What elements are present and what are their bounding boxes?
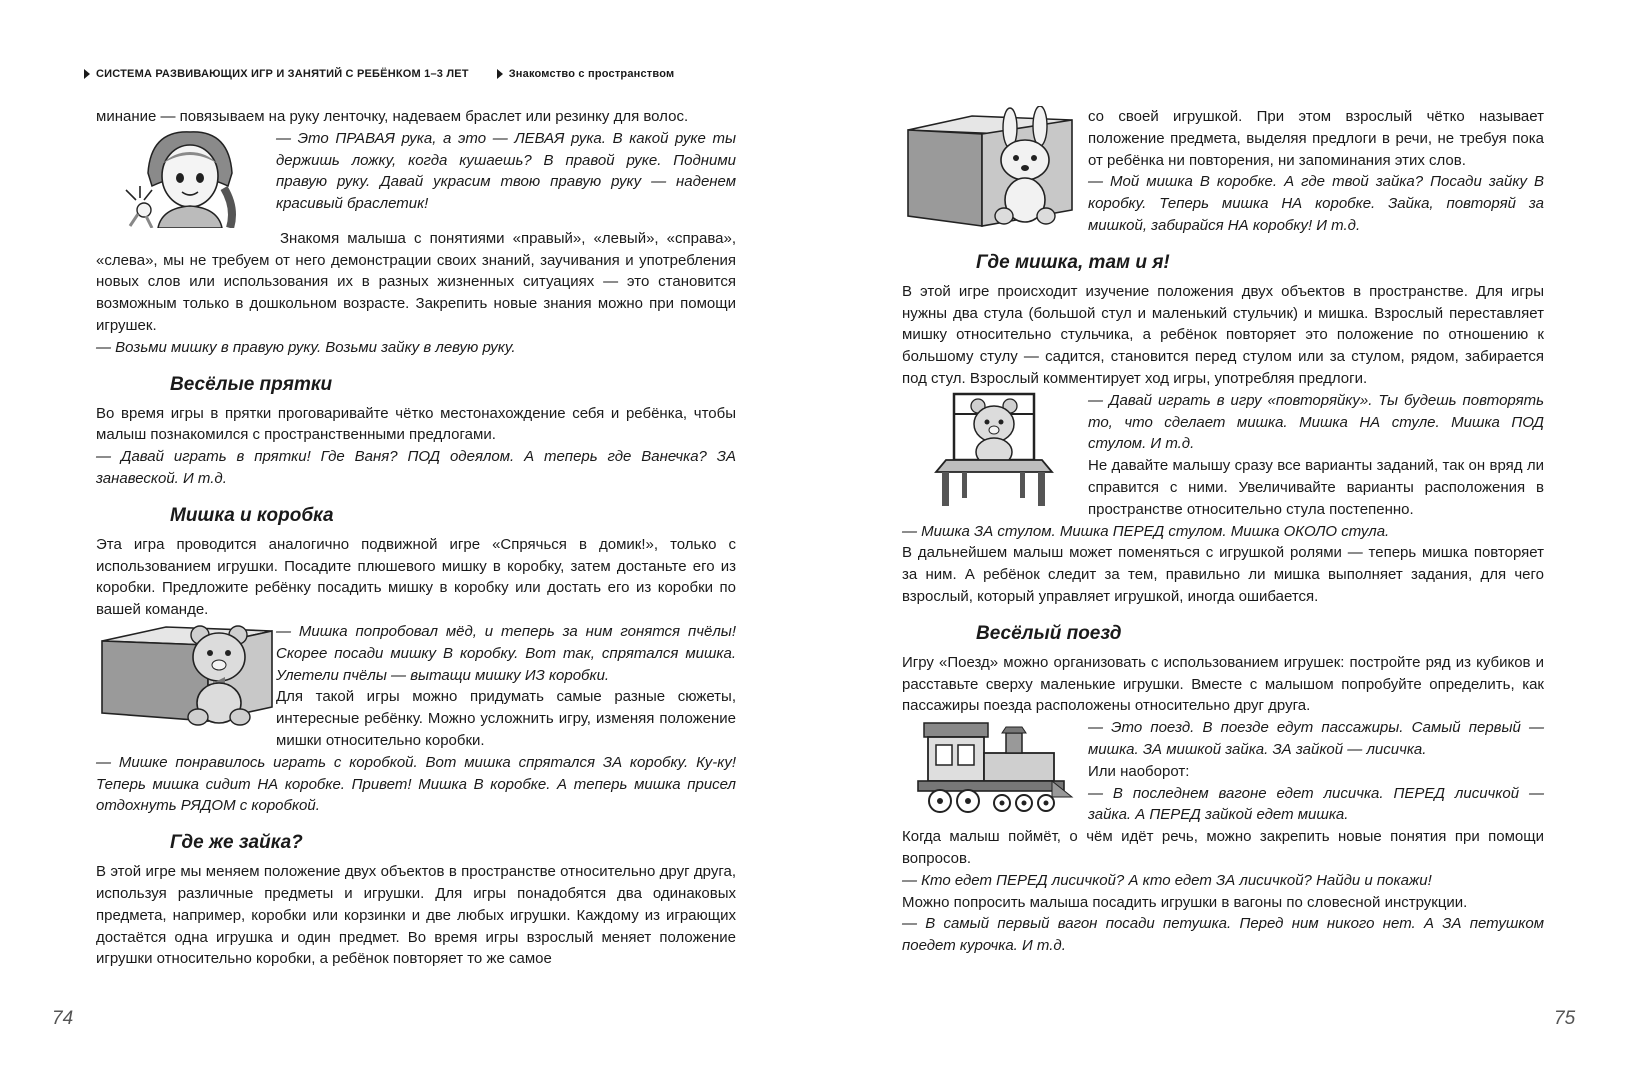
girl-figure-block (96, 128, 736, 228)
rabbit-box-text (1088, 106, 1544, 237)
section-heading: Где мишка, там и я! (976, 251, 1170, 273)
triangle-marker-icon (84, 69, 90, 79)
dialog: — Кто едет ПЕРЕД лисичкой? А кто едет ЗА лисичкой? Найди и покажи! (902, 871, 1432, 889)
page-number: 75 (1554, 1008, 1576, 1029)
paragraph: Во время игры в прятки проговаривайте чётко местонахождение себя и ребёнка, чтобы малыш познакомился с пространственными предлогами. (96, 404, 736, 444)
chair-figure-block (902, 390, 1544, 521)
chapter-title: Знакомство с пространством (508, 68, 675, 80)
dialog: — Мой мишка В коробке. А где твой зайка? Посади зайку В коробку. Теперь мишка НА коробке. Зайка, повторяй за мишкой, забирайся НА коробку! И т.д. (1088, 173, 1544, 234)
paragraph: Игру «Поезд» можно организовать с использованием игрушек: постройте ряд из кубиков и расставьте сверху маленькие игрушки. Вместе с малышом попробуйте определить, как пассажиры поезда расположены относительно друг друга. (902, 653, 1544, 715)
bear-box-figure-block (96, 621, 736, 752)
dialog: — Мишка попробовал мёд, и теперь за ним гонятся пчёлы! Скорее посади мишку В коробку. Вот так, спрятался мишка. Улетели пчёлы — вытащи мишку ИЗ коробки. (276, 622, 736, 684)
paragraph: В этой игре происходит изучение положения двух объектов в пространстве. Для игры нужны два стула (большой стул и маленький стульчик) и мишка. Взрослый переставляет мишку относительно стульчика, а ребёнок повторяет это положение по отношению к большому стулу — садится, становится перед стулом или за стулом, рядом, забирается под стул. Взрослый комментирует ход игры, употребляя предлоги. (902, 282, 1544, 387)
paragraph: минание — повязываем на руку ленточку, надеваем браслет или резинку для волос. (96, 108, 689, 125)
train-illustration (902, 717, 1088, 817)
paragraph: Можно попросить малыша посадить игрушки в вагоны по словесной инструкции. (902, 893, 1468, 911)
paragraph: Для такой игры можно придумать самые разные сюжеты, интересные ребёнку. Можно усложнить игру, изменяя положение мишки относительно коробки. (276, 688, 736, 749)
dialog: — Это ПРАВАЯ рука, а это — ЛЕВАЯ рука. В какой руке ты держишь ложку, когда кушаешь? В правой руке. Подними правую руку. Давай украсим твою правую руку — наденем красивый браслетик! (276, 129, 736, 213)
section-heading: Где же зайка? (170, 832, 303, 854)
paragraph: В дальнейшем малыш может поменяться с игрушкой ролями — теперь мишка повторяет за ним. А ребёнок следит за тем, правильно ли мишка выполняет задания, для чего взрослый, который управляет игрушкой, иногда ошибается. (902, 544, 1544, 605)
rabbit-box-illustration (902, 106, 1088, 232)
paragraph: Эта игра проводится аналогично подвижной игре «Спрячься в домик!», только с использованием игрушки. Посадите плюшевого мишку в коробку, затем достаньте его из коробки. Предложите ребёнку посадить мишку в коробку или достать его из коробки по вашей команде. (96, 535, 736, 619)
dialog: — Мишке понравилось играть с коробкой. Вот мишка спрятался ЗА коробку. Ку-ку! Теперь мишка сидит НА коробке. Привет! Мишка В коробке. А теперь мишка присел отдохнуть РЯДОМ с коробкой. (96, 753, 736, 815)
bear-chair-illustration (902, 390, 1088, 508)
dialog: — Это поезд. В поезде едут пассажиры. Самый первый — мишка. ЗА мишкой зайка. ЗА зайкой — лисичка. (1088, 719, 1544, 758)
chair-text (1088, 390, 1544, 521)
triangle-marker-icon (497, 69, 503, 79)
bear-box-text (276, 621, 736, 752)
paragraph: Или наоборот: (1088, 762, 1190, 780)
section-heading: Мишка и коробка (170, 504, 334, 526)
page-number: 74 (52, 1008, 74, 1029)
right-page (820, 0, 1640, 1080)
section-heading: Весёлые прятки (170, 373, 333, 395)
paragraph: Не давайте малышу сразу все варианты заданий, так он вряд ли справится с ними. Увеличивайте варианты расположения в пространстве относительно стула постепенно. (1088, 457, 1544, 518)
dialog: — В самый первый вагон посади петушка. Перед ним никого нет. А ЗА петушком поедет курочка. И т.д. (902, 915, 1544, 955)
dialog: — Давай играть в игру «повторяйку». Ты будешь повторять то, что сделает мишка. Мишка НА стуле. Мишка ПОД стулом. И т.д. (1088, 391, 1544, 453)
running-head (84, 68, 674, 80)
left-column (96, 106, 736, 970)
paragraph: Когда малыш поймёт, о чём идёт речь, можно закрепить новые понятия при помощи вопросов. (902, 828, 1544, 867)
dialog: — В последнем вагоне едет лисичка. ПЕРЕД лисичкой — зайка. А ПЕРЕД зайкой едет мишка. (1088, 784, 1544, 824)
paragraph: В этой игре мы меняем положение двух объектов в пространстве относительно друг друга, используя различные предметы и игрушки. Для игры понадобятся два одинаковых предмета, например, коробки или корзинки и две любых игрушки. Каждому из играющих достаётся одна игрушка и один предмет. Во время игры взрослый меняет положение игрушки относительно коробки, а ребёнок повторяет то же самое (96, 863, 736, 968)
paragraph: со своей игрушкой. При этом взрослый чётко называет положение предмета, выделяя предлоги в речи, не требуя пока от ребёнка ни повторения, ни запоминания этих слов. (1088, 108, 1544, 169)
dialog: — Возьми мишку в правую руку. Возьми зайку в левую руку. (96, 338, 516, 356)
train-figure-block (902, 717, 1544, 826)
bear-box-illustration (96, 621, 276, 731)
girl-text (276, 128, 736, 215)
paragraph: Знакомя малыша с понятиями «правый», «левый», «справа», «слева», мы не требуем от него демонстрации своих знаний, заучивания и употребления новых слов или использования их в разных жизненных ситуациях — это становится возможным только в дошкольном возрасте. Закрепить новые знания можно при помощи игрушек. (96, 229, 736, 334)
dialog: — Давай играть в прятки! Где Ваня? ПОД одеялом. А теперь где Ванечка? ЗА занавеской. И т.д. (96, 448, 736, 487)
right-column (902, 106, 1544, 957)
book-title: СИСТЕМА РАЗВИВАЮЩИХ ИГР И ЗАНЯТИЙ С РЕБЁНКОМ 1–3 ЛЕТ (96, 68, 469, 80)
section-heading: Весёлый поезд (976, 622, 1122, 644)
girl-illustration (96, 128, 276, 228)
train-text (1088, 717, 1544, 826)
rabbit-box-figure-block (902, 106, 1544, 237)
dialog: — Мишка ЗА стулом. Мишка ПЕРЕД стулом. Мишка ОКОЛО стула. (902, 522, 1390, 540)
